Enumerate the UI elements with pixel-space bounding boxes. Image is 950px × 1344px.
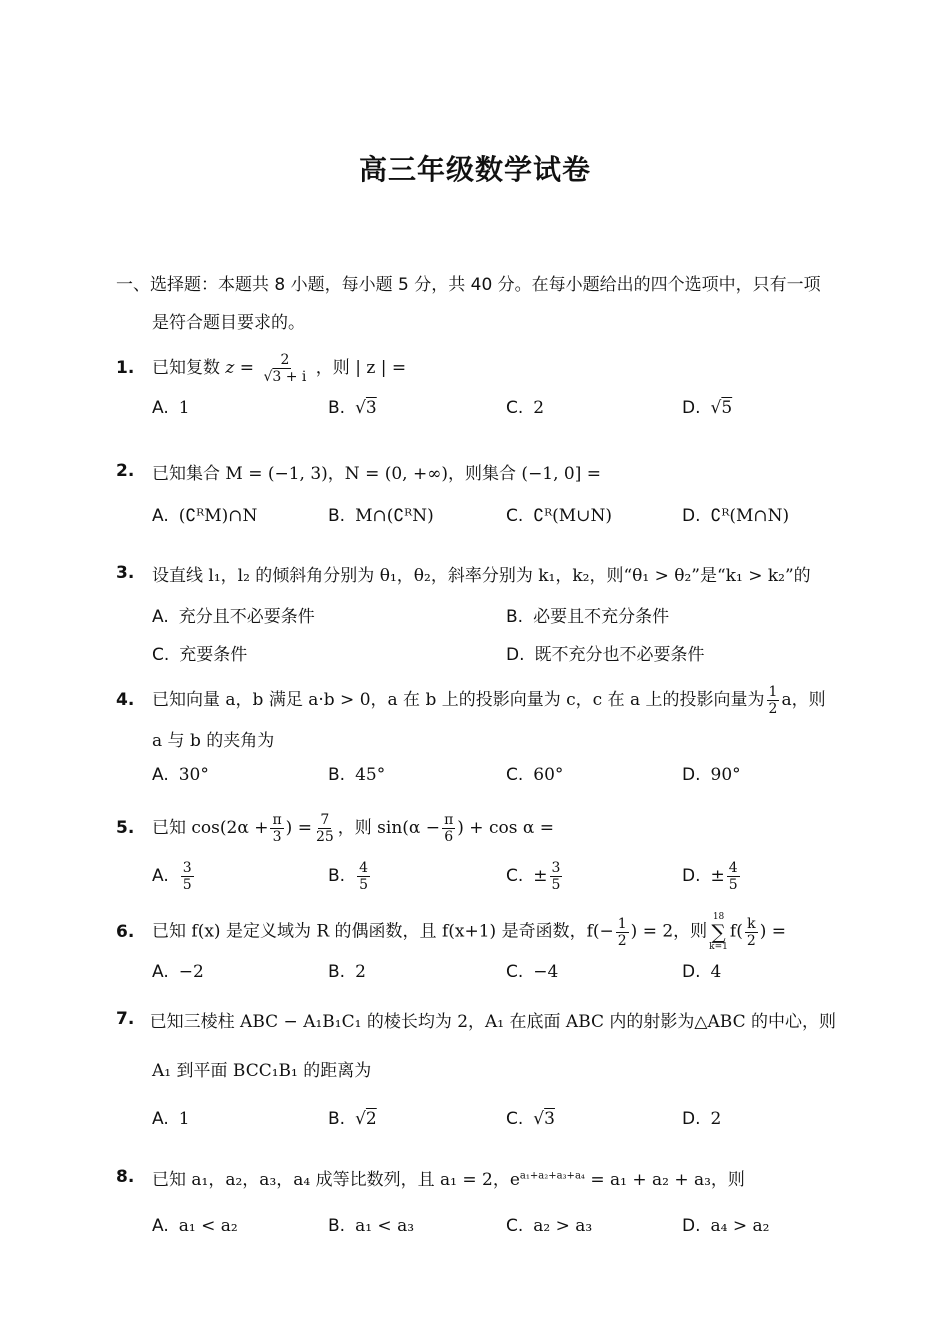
option-text: 2 xyxy=(355,962,366,982)
fraction-numerator: 4 xyxy=(728,860,738,876)
option-a[interactable] xyxy=(152,962,204,982)
option-b[interactable] xyxy=(328,860,372,893)
fraction-pi-6 xyxy=(442,812,455,845)
question-number: 6. xyxy=(116,922,135,942)
option-text: ∁ᴿ(M∩N) xyxy=(710,506,790,526)
fraction-numerator: π xyxy=(272,811,282,828)
question-number: 7. xyxy=(116,1009,135,1029)
option-text: 充分且不必要条件 xyxy=(178,607,315,627)
option-sign: ± xyxy=(710,866,725,886)
option-label: B. xyxy=(328,962,346,982)
option-fraction xyxy=(357,860,370,893)
options-row xyxy=(116,860,836,900)
section-instructions-line1: 一、选择题：本题共 8 小题，每小题 5 分，共 40 分。在每小题给出的四个选项中，只有一项 xyxy=(116,275,821,295)
page-title: 高三年级数学试卷 xyxy=(358,153,591,186)
fraction-half xyxy=(767,684,780,717)
question-stem: 已知集合 M = (−1, 3)，N = (0, +∞)，则集合 (−1, 0] = xyxy=(152,463,602,484)
question-stem xyxy=(152,1165,745,1190)
option-text: 90° xyxy=(710,765,741,785)
stem-line1: 已知向量 a，b 满足 a·b > 0，a 在 b 上的投影向量为 c，c 在 a 上的投影向量为 xyxy=(152,689,765,710)
option-label: A. xyxy=(152,398,169,418)
option-label: B. xyxy=(328,1216,346,1236)
question-number: 8. xyxy=(116,1167,135,1187)
question-2 xyxy=(116,456,836,536)
exponent: a₁+a₂+a₃+a₄ xyxy=(519,1169,585,1181)
option-label: D. xyxy=(682,1216,701,1236)
option-text: −2 xyxy=(178,962,204,982)
option-label: D. xyxy=(682,506,701,526)
option-c[interactable] xyxy=(152,640,247,665)
option-text: 45° xyxy=(355,765,386,785)
fraction-k-2 xyxy=(745,916,758,949)
equals-sign: = xyxy=(239,357,260,378)
stem-mid1: ) = xyxy=(285,817,312,838)
fraction-numerator: 3 xyxy=(551,860,561,876)
option-c[interactable] xyxy=(506,765,563,785)
fraction-numerator: 1 xyxy=(617,915,627,932)
option-b[interactable] xyxy=(328,962,366,982)
stem-post: ) = xyxy=(759,921,787,942)
option-sign: ± xyxy=(533,866,548,886)
options-row xyxy=(116,962,836,992)
option-d[interactable] xyxy=(506,640,705,665)
option-label: D. xyxy=(682,765,701,785)
option-label: D. xyxy=(682,962,701,982)
question-5 xyxy=(116,808,836,900)
option-text: a₁ < a₂ xyxy=(178,1216,238,1236)
option-label: B. xyxy=(328,506,346,526)
question-7 xyxy=(116,1004,836,1139)
option-text: 3 xyxy=(365,398,377,418)
question-1 xyxy=(116,348,836,428)
option-label: A. xyxy=(152,765,169,785)
option-text: a₁ < a₃ xyxy=(355,1216,415,1236)
fraction-numerator: π xyxy=(444,811,454,828)
fraction xyxy=(261,352,308,385)
fraction-denominator: 25 xyxy=(315,828,334,845)
stem-mid: ) = 2，则 xyxy=(630,921,708,942)
question-6 xyxy=(116,910,836,992)
sum-upper: 18 xyxy=(712,912,725,922)
question-4 xyxy=(116,682,836,795)
options-row xyxy=(116,765,836,795)
option-b[interactable] xyxy=(328,765,385,785)
question-stem xyxy=(152,352,406,385)
stem-pre: 已知 cos(2α + xyxy=(152,817,269,838)
option-label: B. xyxy=(328,765,346,785)
fraction-denominator: √3 + i xyxy=(263,368,307,385)
fraction-denominator: 5 xyxy=(551,877,561,893)
fraction-numerator: 7 xyxy=(320,811,330,828)
option-label: C. xyxy=(506,506,524,526)
question-stem xyxy=(152,912,786,952)
option-d[interactable] xyxy=(682,962,721,982)
sqrt-sign: √ xyxy=(355,1109,366,1129)
fraction-7-25 xyxy=(314,812,336,845)
option-text: 必要且不充分条件 xyxy=(533,607,670,627)
question-number: 1. xyxy=(116,358,135,378)
options-row-1 xyxy=(116,602,836,632)
sigma-symbol: ∑ xyxy=(711,920,726,944)
option-label: C. xyxy=(506,1109,524,1129)
stem-pre: 已知 a₁，a₂，a₃，a₄ 成等比数列，且 a₁ = 2，e xyxy=(152,1169,520,1190)
fraction-denominator: 2 xyxy=(768,700,778,717)
option-label: A. xyxy=(152,506,169,526)
option-text: 4 xyxy=(710,962,722,982)
option-d[interactable] xyxy=(682,506,789,526)
option-b[interactable] xyxy=(328,398,377,418)
option-a[interactable] xyxy=(152,398,190,418)
option-text: 2 xyxy=(365,1109,377,1129)
option-d[interactable] xyxy=(682,398,732,418)
option-text: 5 xyxy=(721,398,733,418)
option-fraction xyxy=(727,860,740,893)
fraction-denominator: 2 xyxy=(617,932,627,949)
stem-text-post: ，则 | z | = xyxy=(315,357,407,378)
sqrt-sign: √ xyxy=(710,398,722,418)
option-c[interactable] xyxy=(506,398,544,418)
option-label: B. xyxy=(328,1109,346,1129)
fraction-numerator: 1 xyxy=(768,683,778,700)
option-label: A. xyxy=(152,866,169,886)
option-label: D. xyxy=(682,398,701,418)
options-row xyxy=(116,1109,836,1139)
options-row xyxy=(116,1216,836,1246)
sqrt-sign: √ xyxy=(533,1109,545,1129)
fraction-denominator: 2 xyxy=(746,932,756,949)
option-label: B. xyxy=(328,398,346,418)
options-row xyxy=(116,398,836,428)
options-row-2 xyxy=(116,640,836,670)
sqrt-sign: √ xyxy=(355,398,366,418)
option-label: A. xyxy=(152,1216,169,1236)
fraction-half xyxy=(616,916,629,949)
fraction-denominator: 5 xyxy=(359,877,368,893)
option-text: 2 xyxy=(710,1109,722,1129)
fraction-numerator: k xyxy=(747,915,756,932)
option-label: C. xyxy=(506,1216,524,1236)
option-label: C. xyxy=(506,962,524,982)
option-text: a₄ > a₂ xyxy=(710,1216,770,1236)
option-a[interactable] xyxy=(152,765,209,785)
stem-mid2: ，则 sin(α − xyxy=(337,817,441,838)
option-label: D. xyxy=(682,866,701,886)
stem-line1-end: a，则 xyxy=(781,689,826,710)
option-d[interactable] xyxy=(682,1109,721,1129)
option-a[interactable] xyxy=(152,602,315,627)
option-text: 1 xyxy=(178,1109,190,1129)
option-text: 既不充分也不必要条件 xyxy=(534,645,705,665)
stem-pre: 已知 f(x) 是定义域为 R 的偶函数，且 f(x+1) 是奇函数，f(− xyxy=(152,921,614,942)
option-b[interactable] xyxy=(328,1216,414,1236)
question-8 xyxy=(116,1162,836,1246)
option-label: A. xyxy=(152,962,169,982)
option-label: A. xyxy=(152,607,169,627)
option-text: 充要条件 xyxy=(179,645,248,665)
option-fraction xyxy=(550,860,563,893)
stem-mid2: f( xyxy=(729,921,743,942)
option-label: C. xyxy=(506,765,524,785)
option-text: 2 xyxy=(533,398,545,418)
fraction-numerator: 4 xyxy=(359,860,368,876)
option-label: C. xyxy=(506,866,524,886)
option-label: C. xyxy=(152,645,170,665)
question-stem: 已知三棱柱 ABC − A₁B₁C₁ 的棱长均为 2，A₁ 在底面 ABC 内的射影为△ABC 的中心，则 xyxy=(149,1011,836,1032)
option-label: D. xyxy=(682,1109,701,1129)
question-stem xyxy=(152,684,826,717)
option-d[interactable] xyxy=(682,860,742,893)
option-text: 30° xyxy=(178,765,209,785)
option-text: a₂ > a₃ xyxy=(533,1216,593,1236)
fraction-numerator: 3 xyxy=(182,860,192,876)
option-text: 3 xyxy=(544,1109,555,1129)
option-text: M∩(∁ᴿN) xyxy=(355,506,434,526)
option-label: C. xyxy=(506,398,524,418)
option-text: ∁ᴿ(M∪N) xyxy=(533,506,612,526)
question-stem xyxy=(152,812,554,845)
option-a[interactable] xyxy=(152,860,196,893)
fraction-denominator: 3 xyxy=(272,828,282,845)
fraction-numerator: 2 xyxy=(280,351,290,368)
options-row xyxy=(116,506,836,536)
question-number: 3. xyxy=(116,563,135,583)
option-a[interactable] xyxy=(152,1109,190,1129)
sum-lower: k=1 xyxy=(709,942,728,952)
option-a[interactable] xyxy=(152,1216,238,1236)
option-c[interactable] xyxy=(506,1216,592,1236)
fraction-denominator: 5 xyxy=(182,877,192,893)
option-label: A. xyxy=(152,1109,169,1129)
question-number: 2. xyxy=(116,461,135,481)
stem-post: ) + cos α = xyxy=(457,817,554,838)
stem-line2: a 与 b 的夹角为 xyxy=(152,731,275,751)
option-c[interactable] xyxy=(506,962,558,982)
stem-post: = a₁ + a₂ + a₃，则 xyxy=(584,1169,745,1190)
fraction-pi-3 xyxy=(270,812,283,845)
denominator-rest: + i xyxy=(281,368,307,385)
stem-line2: A₁ 到平面 BCC₁B₁ 的距离为 xyxy=(152,1061,372,1081)
option-c[interactable] xyxy=(506,506,612,526)
option-text: (∁ᴿM)∩N xyxy=(178,506,258,526)
option-b[interactable] xyxy=(328,506,434,526)
question-stem: 设直线 l₁，l₂ 的倾斜角分别为 θ₁，θ₂，斜率分别为 k₁，k₂，则“θ₁ > θ₂”是“k₁ > k₂”的 xyxy=(152,565,811,586)
option-text: −4 xyxy=(533,962,559,982)
option-b[interactable] xyxy=(506,602,669,627)
section-heading xyxy=(116,266,836,342)
summation xyxy=(709,912,728,952)
option-c[interactable] xyxy=(506,860,564,893)
option-text: 1 xyxy=(178,398,190,418)
section-instructions-line2: 是符合题目要求的。 xyxy=(152,313,305,333)
option-b[interactable] xyxy=(328,1109,377,1129)
option-c[interactable] xyxy=(506,1109,555,1129)
fraction-denominator: 6 xyxy=(444,828,454,845)
option-a[interactable] xyxy=(152,506,257,526)
variable-z: z xyxy=(225,357,235,378)
option-label: D. xyxy=(506,645,525,665)
option-label: B. xyxy=(328,866,346,886)
option-d[interactable] xyxy=(682,765,741,785)
option-text: 60° xyxy=(533,765,564,785)
question-number: 4. xyxy=(116,690,135,710)
fraction-denominator: 5 xyxy=(728,877,738,893)
sqrt-radicand: 3 xyxy=(272,368,282,385)
option-label: B. xyxy=(506,607,524,627)
option-d[interactable] xyxy=(682,1216,769,1236)
question-number: 5. xyxy=(116,818,135,838)
option-fraction xyxy=(181,860,194,893)
stem-text-pre: 已知复数 xyxy=(152,357,220,378)
question-3 xyxy=(116,558,836,670)
